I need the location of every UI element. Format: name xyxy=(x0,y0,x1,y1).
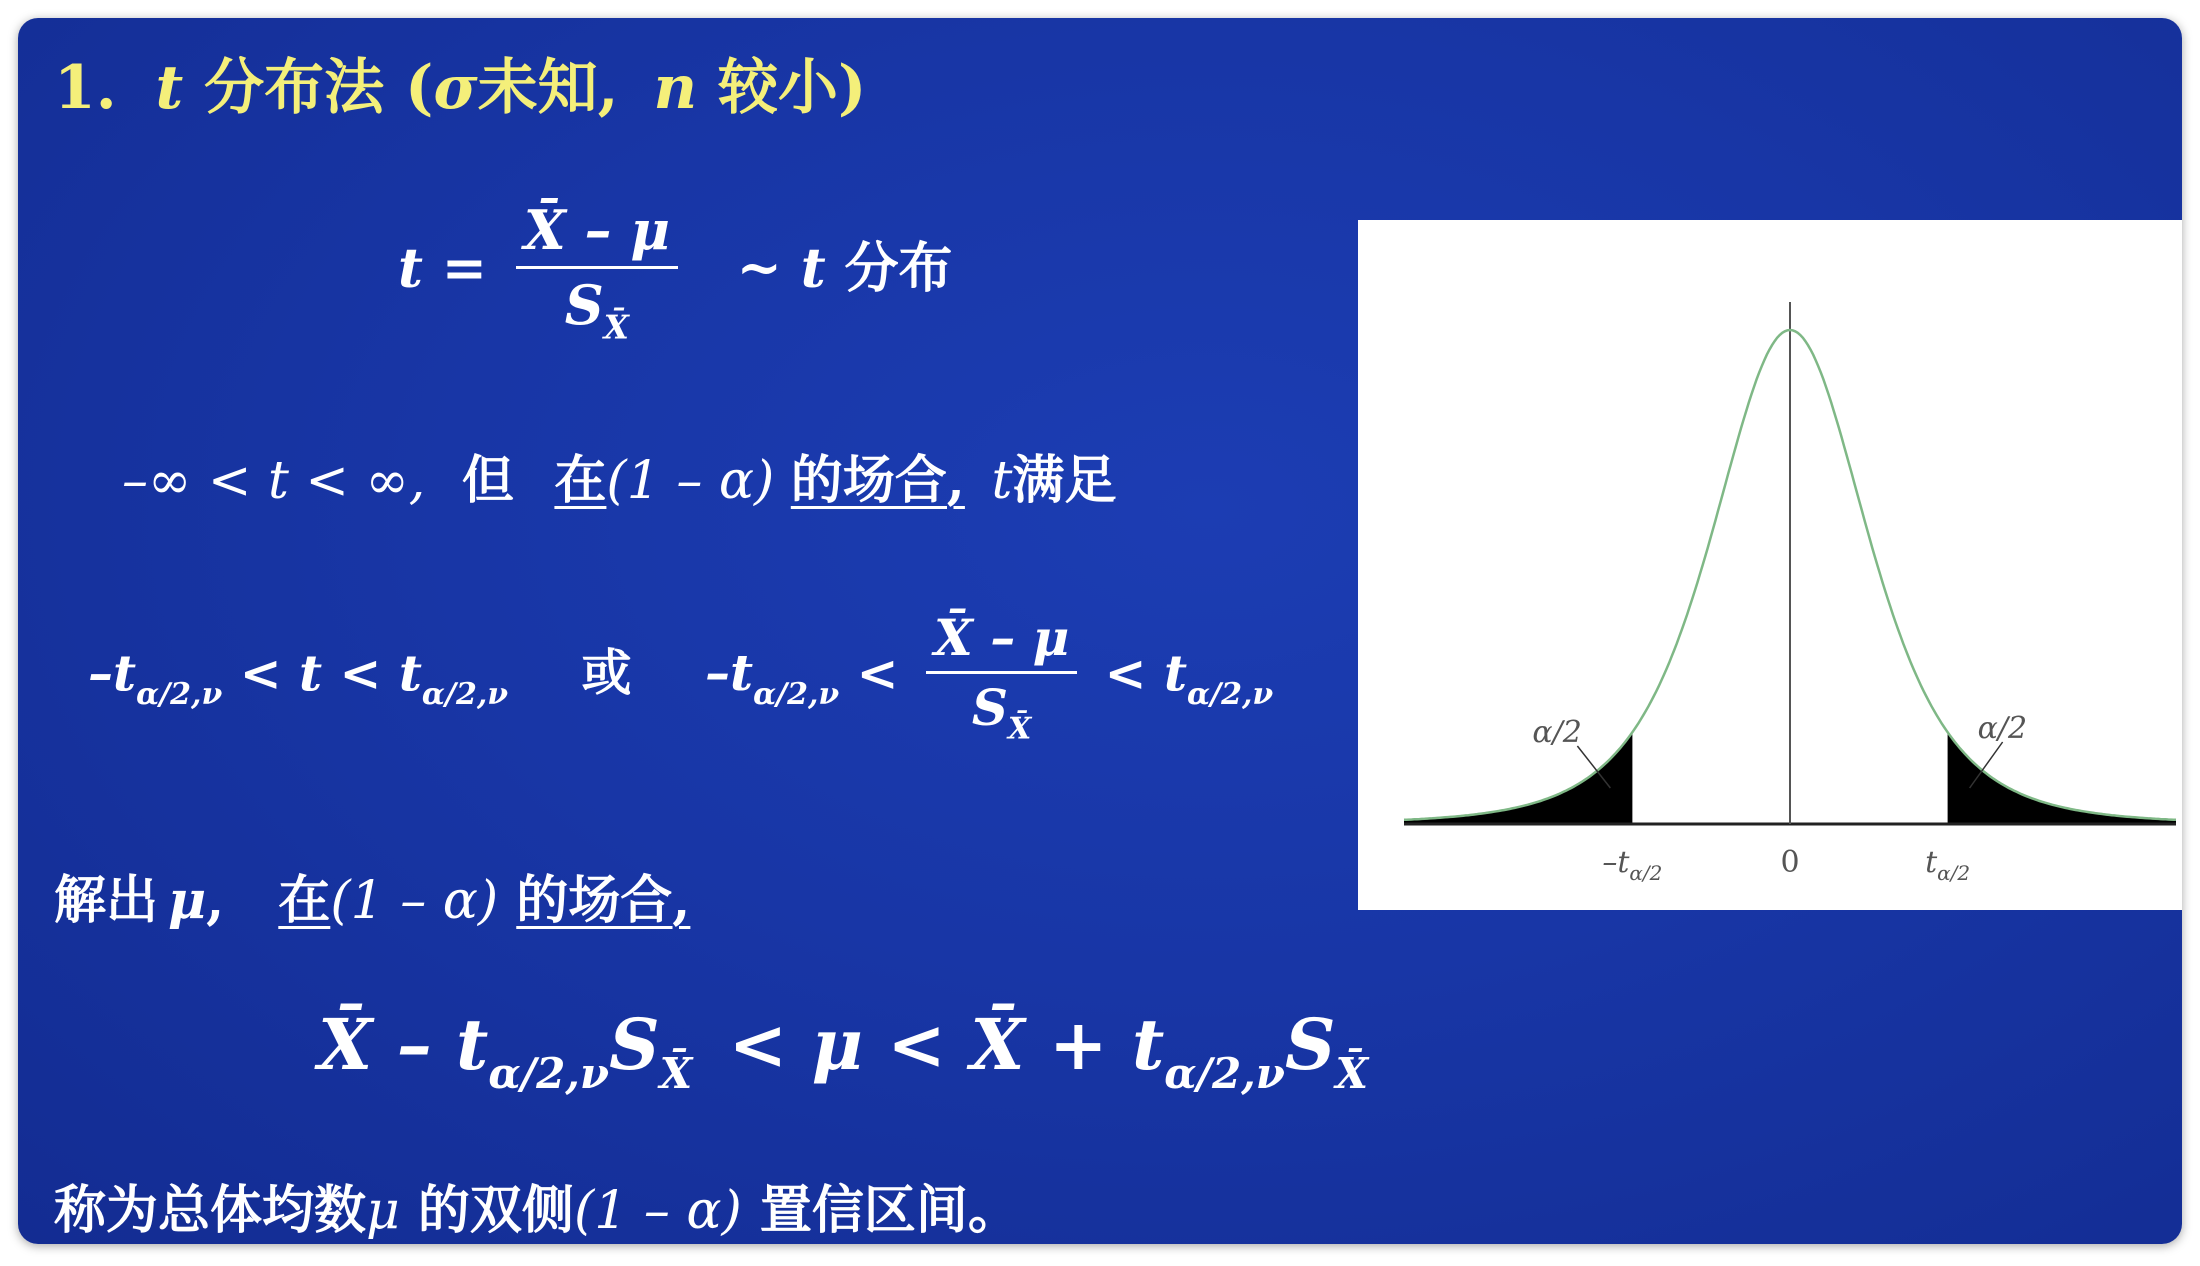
ineq-b: < t < t xyxy=(239,643,422,703)
eq5-sub2: α/2,ν xyxy=(1164,1048,1285,1098)
eq3-fraction xyxy=(926,608,1077,747)
range-text: –∞ < t < ∞, xyxy=(122,451,426,511)
eq5-minus-t: – t xyxy=(396,1003,489,1086)
conclusion-confidence: (1 – α) xyxy=(573,1181,742,1241)
conclusion-text3: 置信区间。 xyxy=(759,1180,1020,1241)
eq5-sub1: α/2,ν xyxy=(488,1048,610,1098)
eq5-xbar1: X̄ xyxy=(318,1003,373,1086)
eq1-fraction xyxy=(516,198,678,347)
ineq-right: < t xyxy=(1104,643,1188,703)
ineq-left: –t xyxy=(704,643,754,703)
x-tick-label-2: $t_{\alpha/2}$ xyxy=(1925,845,1971,885)
conclusion-line xyxy=(54,1168,1020,1243)
solve-mu: μ xyxy=(168,870,207,931)
inequality-line xyxy=(88,608,1273,747)
conclusion-text1: 称为总体均数 xyxy=(54,1180,367,1241)
conclusion-text2: 的双侧 xyxy=(417,1180,574,1241)
ineq-a: –t xyxy=(88,643,137,703)
left-tail-area xyxy=(1404,732,1632,824)
eq5-xbar2: X̄ xyxy=(970,1003,1025,1086)
or-text: 或 xyxy=(581,643,632,703)
eq1-tail-text: 分布 xyxy=(844,235,953,300)
left-tail-label: α/2 xyxy=(1532,715,1582,750)
case-text: 的场合, xyxy=(790,450,965,511)
eq5-s1: S xyxy=(609,1003,660,1086)
x-tick-label-0: $-t_{\alpha/2}$ xyxy=(1602,845,1663,885)
title-sigma: σ xyxy=(433,53,478,123)
eq5-plus-t: + t xyxy=(1048,1003,1165,1086)
solve-comma: , xyxy=(206,870,225,931)
conclusion-mu: μ xyxy=(366,1181,400,1241)
eq1-den-s: S xyxy=(564,273,604,337)
solve-line xyxy=(54,858,690,933)
eq1-tail-t: t xyxy=(800,235,826,300)
slide-title xyxy=(54,40,866,126)
ineq-b-sub: α/2,ν xyxy=(421,676,509,712)
title-text3: 较小) xyxy=(717,53,867,123)
slide xyxy=(18,18,2182,1244)
right-tail-label: α/2 xyxy=(1977,711,2028,746)
title-text1: 分布法 ( xyxy=(204,53,434,123)
title-number: 1. xyxy=(54,53,117,123)
eq1-numerator: X̄ – μ xyxy=(516,198,678,269)
confidence-interval-formula xyxy=(318,1003,1368,1098)
ineq-right-sub: α/2,ν xyxy=(1187,676,1274,712)
eq5-s1-sub: X̄ xyxy=(659,1048,693,1098)
t-distribution-plot xyxy=(1358,220,2182,910)
ineq-a-sub: α/2,ν xyxy=(136,676,223,712)
solve-case: 的场合, xyxy=(516,870,691,931)
solve-confidence: (1 – α) xyxy=(330,871,499,931)
eq1-tilde: ~ xyxy=(736,235,782,300)
t-statistic-formula xyxy=(398,198,953,347)
eq5-s2-sub: X̄ xyxy=(1335,1048,1369,1098)
eq5-middle: < μ < xyxy=(728,1003,946,1086)
at-text: 在 xyxy=(554,450,607,511)
eq5-s2: S xyxy=(1284,1003,1336,1086)
confidence-level: (1 – α) xyxy=(606,451,775,511)
range-line xyxy=(122,438,1116,513)
t-distribution-figure xyxy=(1358,220,2182,910)
eq3-numerator: X̄ – μ xyxy=(926,608,1077,674)
lt-sign: < xyxy=(856,643,899,703)
line2-t: t xyxy=(991,451,1013,511)
title-n: n xyxy=(653,53,698,123)
solve-text: 解出 xyxy=(54,870,159,931)
solve-at: 在 xyxy=(278,870,331,931)
satisfies-text: 满足 xyxy=(1012,450,1117,511)
eq1-equals: = xyxy=(441,235,488,300)
ineq-left-sub: α/2,ν xyxy=(753,676,840,712)
eq1-t: t xyxy=(398,235,423,300)
title-t: t xyxy=(155,53,184,123)
eq3-den-sub: X̄ xyxy=(1008,711,1032,747)
but-text: 但 xyxy=(461,450,514,511)
x-tick-sub-0: α/2 xyxy=(1629,861,1663,885)
x-tick-label-1: 0 xyxy=(1780,845,1800,880)
eq1-den-sub: X̄ xyxy=(603,308,629,347)
eq3-den-s: S xyxy=(971,678,1009,737)
title-text2: 未知, xyxy=(477,53,619,123)
x-tick-sub-2: α/2 xyxy=(1937,861,1971,885)
